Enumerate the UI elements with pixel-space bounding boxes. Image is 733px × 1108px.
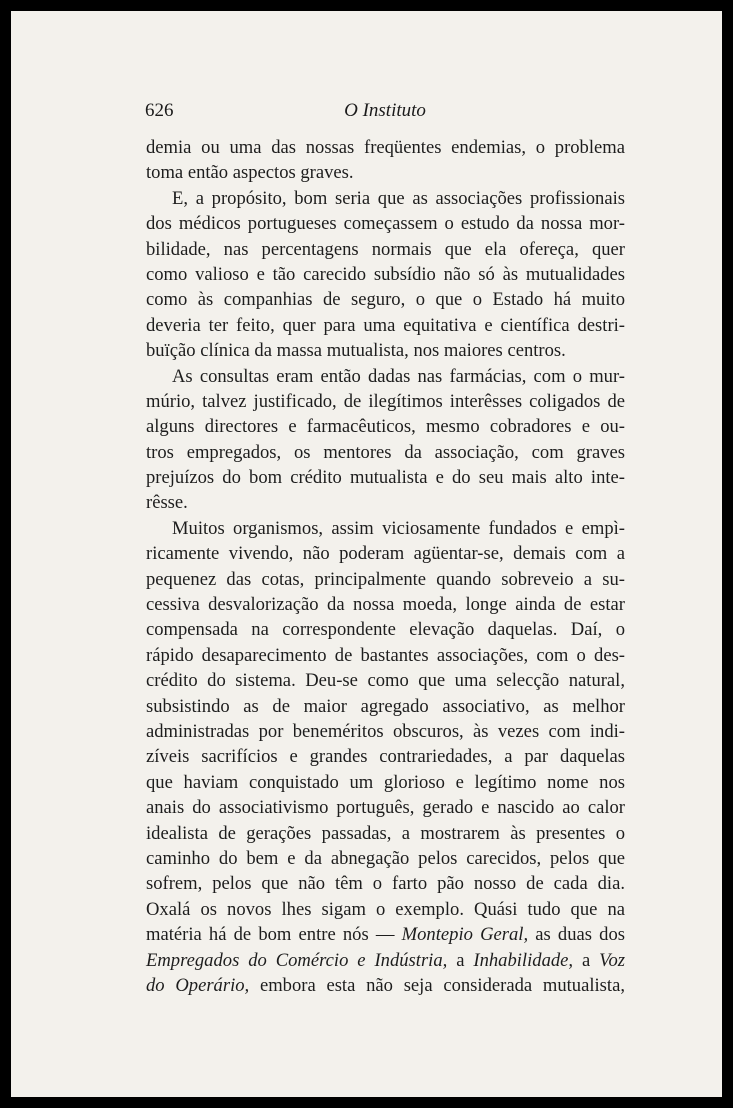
text-line: buïção clínica da massa mutualista, nos maiores centros. <box>146 340 566 362</box>
text-line: tros empregados, os mentores da associação, com graves <box>146 441 625 463</box>
text-line: Oxalá os novos lhes sigam o exemplo. Quási tudo que na <box>146 898 625 920</box>
italic-title: Inhabilidade, <box>473 949 574 971</box>
paragraph-first-line: E, a propósito, bom seria que as associações profissionais <box>172 187 625 209</box>
text-line: anais do associativismo português, gerado e nascido ao calor <box>146 797 625 819</box>
text-line: deveria ter feito, quer para uma equitativa e científica destri- <box>146 314 625 336</box>
text-line: administradas por beneméritos obscuros, às vezes com indi- <box>146 720 625 742</box>
text-line: dos médicos portugueses começassem o estudo da nossa mor- <box>146 213 625 235</box>
text-line: idealista de gerações passadas, a mostrarem às presentes o <box>146 822 625 844</box>
text-run: a <box>573 949 600 971</box>
text-line <box>146 922 625 947</box>
page-number: 626 <box>145 100 174 121</box>
text-line <box>146 948 625 973</box>
text-run: embora esta não seja considerada mutualista, <box>249 974 625 996</box>
text-line: prejuízos do bom crédito mutualista e do seu mais alto inte- <box>146 467 625 489</box>
text-line: ricamente vivendo, não poderam agüentar-se, demais com a <box>146 543 625 565</box>
book-page <box>11 11 722 1097</box>
text-run: a <box>447 949 474 971</box>
body-text <box>146 135 625 998</box>
paragraph-first-line: As consultas eram então dadas nas farmácias, com o mur- <box>172 365 625 387</box>
italic-title: Montepio Geral, <box>401 924 529 946</box>
text-run: matéria há de bom entre nós — <box>146 924 402 946</box>
italic-title: do Operário, <box>146 974 250 996</box>
text-line: subsistindo as de maior agregado associativo, as melhor <box>146 695 625 717</box>
text-line: como às companhias de seguro, o que o Estado há muito <box>146 289 625 311</box>
italic-title: Empregados do Comércio e Indústria, <box>146 949 448 971</box>
text-line: sofrem, pelos que não têm o farto pão nosso de cada dia. <box>146 873 625 895</box>
text-line: zíveis sacrifícios e grandes contrariedades, a par daquelas <box>146 746 625 768</box>
page-header <box>145 94 625 124</box>
text-line: como valioso e tão carecido subsídio não só às mutualidades <box>146 263 625 285</box>
text-line: crédito do sistema. Deu-se como que uma selecção natural, <box>146 670 625 692</box>
text-line: toma então aspectos graves. <box>146 162 354 184</box>
text-line: bilidade, nas percentagens normais que ela ofereça, quer <box>146 238 625 260</box>
text-line: múrio, talvez justificado, de ilegítimos interêsses coligados de <box>146 390 625 412</box>
text-line: caminho do bem e da abnegação pelos carecidos, pelos que <box>146 847 625 869</box>
text-line <box>146 973 625 998</box>
text-line: cessiva desvalorização da nossa moeda, longe ainda de estar <box>146 594 625 616</box>
paragraph-first-line: Muitos organismos, assim viciosamente fundados e empì- <box>172 517 625 539</box>
text-line: rêsse. <box>146 492 188 514</box>
text-line: compensada na correspondente elevação daquelas. Daí, o <box>146 619 625 641</box>
text-line: pequenez das cotas, principalmente quando sobreveio a su- <box>146 568 625 590</box>
text-line: rápido desaparecimento de bastantes associações, com o des- <box>146 644 625 666</box>
text-line: que haviam conquistado um glorioso e legítimo nome nos <box>146 771 625 793</box>
text-line: alguns directores e farmacêuticos, mesmo cobradores e ou- <box>146 416 625 438</box>
italic-title: Voz <box>599 949 625 971</box>
text-line: demia ou uma das nossas freqüentes endemias, o problema <box>146 137 625 158</box>
running-title: O Instituto <box>344 100 426 121</box>
text-run: as duas dos <box>528 924 625 946</box>
